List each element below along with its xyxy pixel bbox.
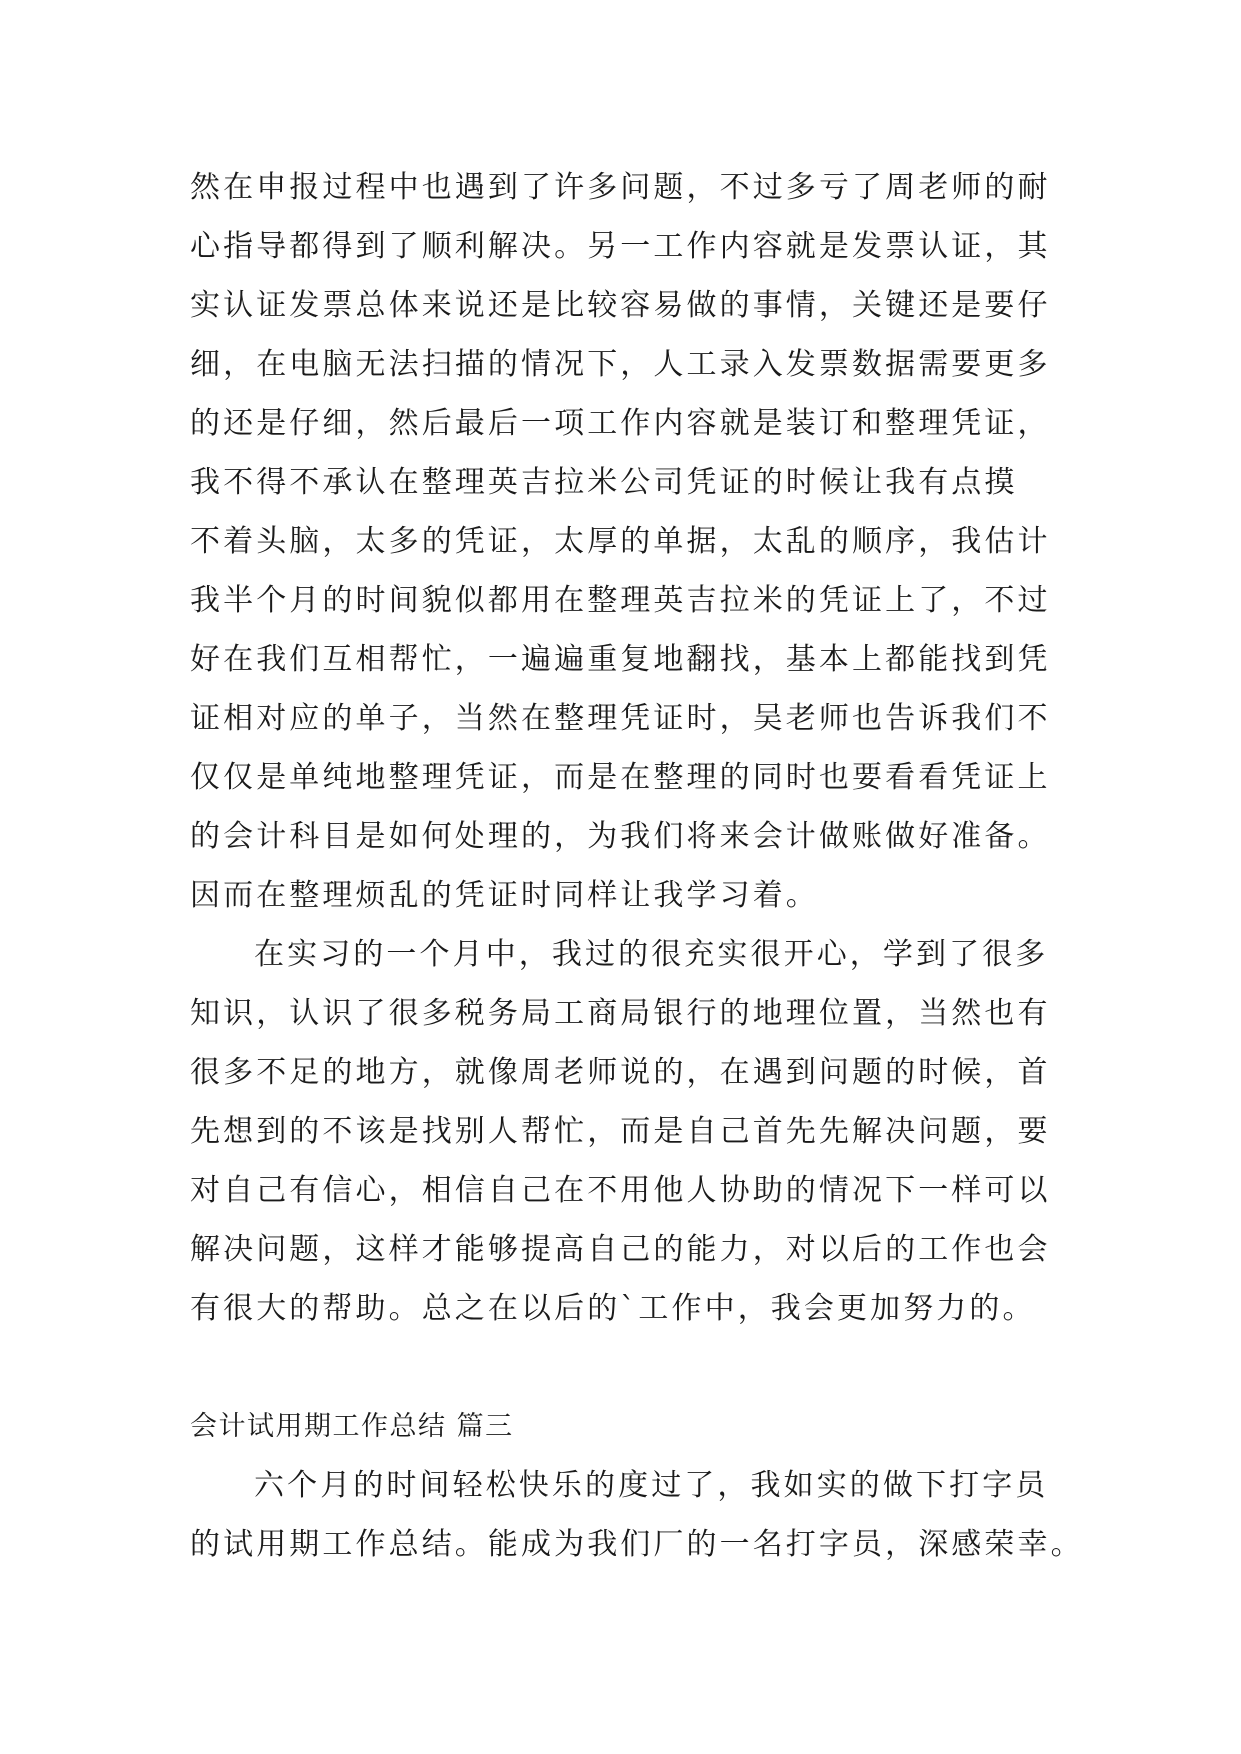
text-line: 不着头脑，太多的凭证，太厚的单据，太乱的顺序，我估计 [190, 524, 1051, 559]
section-heading: 会计试用期工作总结 篇三 [190, 1411, 514, 1442]
text-line: 然在申报过程中也遇到了许多问题，不过多亏了周老师的耐 [190, 170, 1051, 205]
text-line: 解决问题，这样才能够提高自己的能力，对以后的工作也会 [190, 1232, 1051, 1267]
text-line: 我半个月的时间貌似都用在整理英吉拉米的凭证上了，不过 [190, 583, 1051, 618]
text-line: 六个月的时间轻松快乐的度过了，我如实的做下打字员 [254, 1468, 1049, 1503]
document-body [190, 158, 1084, 1574]
paragraph-section3 [190, 1456, 1084, 1574]
text-line: 有很大的帮助。总之在以后的`工作中，我会更加努力的。 [190, 1291, 1036, 1326]
text-line: 细，在电脑无法扫描的情况下，人工录入发票数据需要更多 [190, 347, 1051, 382]
text-line: 好在我们互相帮忙，一遍遍重复地翻找，基本上都能找到凭 [190, 642, 1051, 677]
text-line: 的还是仔细，然后最后一项工作内容就是装订和整理凭证， [190, 406, 1051, 441]
text-line: 对自己有信心，相信自己在不用他人协助的情况下一样可以 [190, 1173, 1051, 1208]
text-line: 很多不足的地方，就像周老师说的，在遇到问题的时候，首 [190, 1055, 1051, 1090]
text-line: 先想到的不该是找别人帮忙，而是自己首先先解决问题，要 [190, 1114, 1051, 1149]
text-line: 证相对应的单子，当然在整理凭证时，吴老师也告诉我们不 [190, 701, 1051, 736]
text-line: 实认证发票总体来说还是比较容易做的事情，关键还是要仔 [190, 288, 1051, 323]
text-line: 知识，认识了很多税务局工商局银行的地理位置，当然也有 [190, 996, 1051, 1031]
text-line: 心指导都得到了顺利解决。另一工作内容就是发票认证，其 [190, 229, 1051, 264]
text-line: 的会计科目是如何处理的，为我们将来会计做账做好准备。 [190, 819, 1051, 854]
text-line: 仅仅是单纯地整理凭证，而是在整理的同时也要看看凭证上 [190, 760, 1051, 795]
section-spacer [190, 1338, 1051, 1397]
text-line: 因而在整理烦乱的凭证时同样让我学习着。 [190, 878, 819, 913]
text-line: 我不得不承认在整理英吉拉米公司凭证的时候让我有点摸 [190, 465, 1018, 500]
text-line: 的试用期工作总结。能成为我们厂的一名打字员，深感荣幸。 [190, 1527, 1084, 1562]
paragraph-internship [190, 925, 1051, 1338]
text-line: 在实习的一个月中，我过的很充实很开心，学到了很多 [254, 937, 1049, 972]
paragraph-continued [190, 158, 1051, 925]
